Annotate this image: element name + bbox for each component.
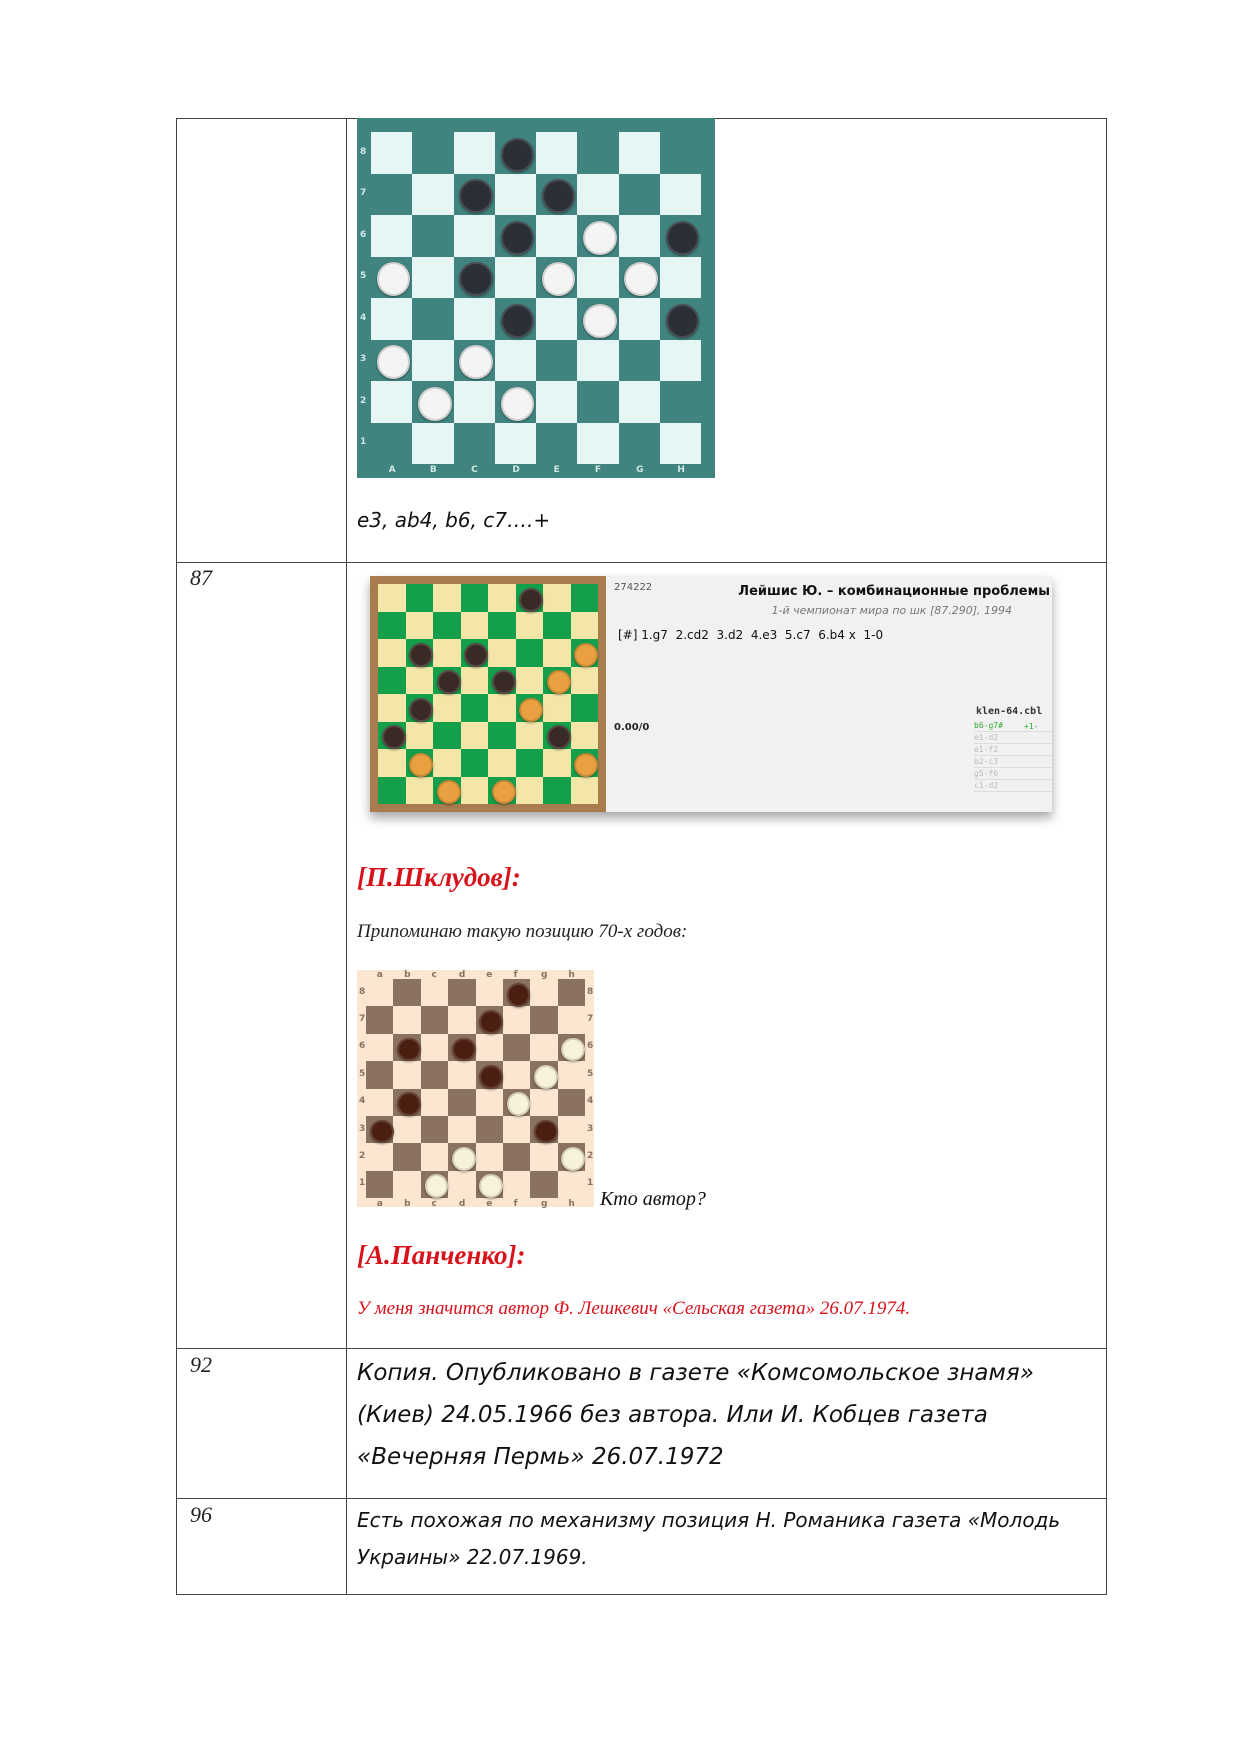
rank-label: 7	[359, 1014, 366, 1025]
board-square	[503, 1034, 530, 1061]
black-checker-piece	[382, 725, 406, 749]
board-square	[454, 132, 495, 174]
board-square	[571, 722, 599, 750]
board-square	[378, 639, 406, 667]
board-square	[660, 340, 701, 382]
problem-moves: [#] 1.g7 2.cd2 3.d2 4.e3 5.c7 6.b4 x 1-0	[618, 628, 884, 642]
black-checker-piece	[534, 1120, 558, 1144]
white-checker-piece	[501, 387, 535, 421]
board-square	[454, 215, 495, 257]
board-square	[488, 722, 516, 750]
text-line: Есть похожая по механизму позиция Н. Романика газета «Молодь	[357, 1508, 1061, 1532]
board-square	[516, 777, 544, 805]
board-square	[503, 1061, 530, 1088]
board-square	[571, 612, 599, 640]
file-label: D	[512, 465, 520, 475]
column-divider	[346, 118, 347, 1595]
row-divider	[176, 1348, 1107, 1349]
board-square	[421, 979, 448, 1006]
rank-label: 4	[359, 1096, 366, 1107]
black-checker-piece	[397, 1092, 421, 1116]
board-square	[412, 174, 453, 216]
board-square	[421, 1061, 448, 1088]
board-square	[488, 694, 516, 722]
board-square	[433, 584, 461, 612]
board-square	[503, 1116, 530, 1143]
board-square	[516, 749, 544, 777]
file-label: b	[404, 970, 411, 980]
file-label: B	[429, 465, 437, 475]
author-name-panchenko: [А.Панченко]:	[357, 1240, 526, 1270]
checkers-board-brown	[357, 970, 594, 1207]
board-square	[619, 381, 660, 423]
board-square	[571, 777, 599, 805]
board-square	[461, 749, 489, 777]
board-square	[393, 1171, 420, 1198]
white-checker-piece	[418, 387, 452, 421]
board-square	[660, 257, 701, 299]
problem-id: 274222	[614, 582, 653, 593]
board-square	[530, 1143, 557, 1170]
board-square	[577, 340, 618, 382]
board-square	[406, 612, 434, 640]
white-checker-piece	[583, 304, 617, 338]
row-divider	[176, 1498, 1107, 1499]
row-96-text	[357, 1502, 1060, 1576]
white-checker-piece	[547, 670, 571, 694]
board-square	[660, 132, 701, 174]
rank-label: 1	[359, 1178, 366, 1189]
board-square	[558, 979, 585, 1006]
board-square	[461, 777, 489, 805]
white-checker-piece	[459, 345, 493, 379]
board-square	[366, 1006, 393, 1033]
board-square	[412, 257, 453, 299]
white-checker-piece	[534, 1065, 558, 1089]
black-checker-piece	[452, 1038, 476, 1062]
table-border-left	[176, 118, 177, 1595]
board-square	[378, 777, 406, 805]
board-square	[530, 1171, 557, 1198]
file-label: h	[568, 970, 575, 980]
white-checker-piece	[583, 221, 617, 255]
board-square	[577, 132, 618, 174]
black-checker-piece	[507, 983, 531, 1007]
text-line: Копия. Опубликовано в газете «Комсомольское знамя»	[357, 1360, 1034, 1386]
file-label: c	[431, 1199, 437, 1209]
board-square	[412, 423, 453, 465]
file-label: a	[376, 1199, 383, 1209]
board-square	[536, 298, 577, 340]
board-square	[488, 584, 516, 612]
board-square	[577, 174, 618, 216]
file-label: G	[636, 465, 644, 475]
evaluation: 0.00/0	[614, 722, 650, 733]
text-line: (Киев) 24.05.1966 без автора. Или И. Кобцев газета	[357, 1402, 988, 1428]
board-square	[530, 1089, 557, 1116]
black-checker-piece	[397, 1038, 421, 1062]
rank-label: 7	[360, 188, 367, 199]
board-square	[461, 667, 489, 695]
board-square	[421, 1143, 448, 1170]
database-move: e1-f2	[974, 744, 1052, 756]
board-square	[378, 667, 406, 695]
board-square	[536, 215, 577, 257]
board-square	[366, 1061, 393, 1088]
file-label: d	[458, 970, 466, 980]
board-square	[448, 1061, 475, 1088]
row-number: 92	[190, 1352, 212, 1377]
board-square	[543, 639, 571, 667]
board-square	[495, 257, 536, 299]
board-square	[543, 584, 571, 612]
board-square	[536, 423, 577, 465]
board-square	[619, 340, 660, 382]
white-checker-piece	[437, 780, 461, 804]
database-column2: +1-	[1024, 722, 1039, 731]
board-square	[371, 174, 412, 216]
row-number: 87	[190, 565, 212, 590]
text-line: Украины» 22.07.1969.	[357, 1545, 588, 1569]
file-label: H	[677, 465, 685, 475]
rank-label: 6	[587, 1041, 594, 1052]
black-checker-piece	[479, 1010, 503, 1034]
rank-label: 3	[587, 1123, 594, 1134]
board-square	[448, 1116, 475, 1143]
database-move: g5-f6	[974, 768, 1052, 780]
board-square	[558, 1116, 585, 1143]
black-checker-piece	[547, 725, 571, 749]
board-square	[433, 612, 461, 640]
board-square	[412, 215, 453, 257]
board-square	[543, 694, 571, 722]
board-square	[476, 1034, 503, 1061]
board-square	[503, 1143, 530, 1170]
file-label: A	[388, 465, 396, 475]
file-label: d	[458, 1199, 466, 1209]
board-square	[619, 215, 660, 257]
board-square	[476, 1089, 503, 1116]
board-square	[454, 298, 495, 340]
board-square	[393, 1143, 420, 1170]
white-checker-piece	[519, 698, 543, 722]
rank-label: 6	[360, 229, 367, 240]
board-square	[543, 749, 571, 777]
white-checker-piece	[574, 643, 598, 667]
board-square	[371, 132, 412, 174]
board-square	[488, 639, 516, 667]
rank-label: 1	[587, 1178, 594, 1189]
problem-subtitle: 1-й чемпионат мира по шк [87.290], 1994	[771, 604, 1012, 617]
board-square	[412, 298, 453, 340]
board-square	[536, 132, 577, 174]
board-square	[503, 1171, 530, 1198]
board-square	[406, 722, 434, 750]
row-92-text	[357, 1352, 1034, 1478]
board-square	[433, 694, 461, 722]
board-square	[366, 979, 393, 1006]
author-name-shkludov: [П.Шклудов]:	[357, 862, 521, 892]
rank-label: 8	[359, 986, 366, 997]
board-square	[516, 722, 544, 750]
board-square	[378, 749, 406, 777]
board-square	[619, 132, 660, 174]
black-checker-piece	[501, 221, 535, 255]
board-square	[530, 1034, 557, 1061]
board-square	[660, 381, 701, 423]
rank-label: 7	[587, 1014, 594, 1025]
board-square	[495, 174, 536, 216]
text-line: «Вечерняя Пермь» 26.07.1972	[357, 1444, 724, 1470]
file-label: E	[553, 465, 560, 475]
row-divider	[176, 562, 1107, 563]
file-label: C	[471, 465, 478, 475]
black-checker-piece	[666, 221, 700, 255]
rank-label: 1	[360, 437, 367, 448]
problem-title: Лейшис Ю. – комбинационные проблемы	[738, 584, 1050, 599]
checkers-board-green	[370, 576, 606, 812]
board-square	[412, 340, 453, 382]
board-square	[495, 423, 536, 465]
board-square	[571, 694, 599, 722]
table-border-bottom	[176, 1594, 1107, 1595]
board-square	[461, 612, 489, 640]
board-square	[495, 340, 536, 382]
question-text: Кто автор?	[600, 1188, 706, 1210]
file-label: g	[540, 1199, 548, 1209]
board-square	[660, 423, 701, 465]
board-square	[433, 639, 461, 667]
white-checker-piece	[624, 262, 658, 296]
board-square	[530, 1006, 557, 1033]
board-square	[448, 979, 475, 1006]
board-square	[448, 1089, 475, 1116]
board-square	[558, 1006, 585, 1033]
black-checker-piece	[459, 262, 493, 296]
rank-label: 3	[359, 1123, 366, 1134]
white-checker-piece	[452, 1147, 476, 1171]
database-moves-list	[974, 720, 1052, 792]
white-checker-piece	[492, 780, 516, 804]
white-checker-piece	[409, 753, 433, 777]
board-square	[371, 298, 412, 340]
board-square	[558, 1171, 585, 1198]
rank-label: 5	[587, 1068, 594, 1079]
board-square	[421, 1034, 448, 1061]
board-square	[536, 381, 577, 423]
board-square	[412, 132, 453, 174]
black-checker-piece	[370, 1120, 394, 1144]
board-square	[577, 423, 618, 465]
board-square	[530, 979, 557, 1006]
board-square	[577, 381, 618, 423]
board-square	[476, 1116, 503, 1143]
board-square	[619, 174, 660, 216]
board-square	[406, 777, 434, 805]
file-label: b	[404, 1199, 411, 1209]
board-square	[366, 1089, 393, 1116]
board-square	[476, 1143, 503, 1170]
file-label: f	[513, 970, 518, 980]
solution-caption: e3, ab4, b6, c7….+	[357, 508, 551, 532]
program-screenshot	[370, 576, 1052, 812]
board-square	[503, 1006, 530, 1033]
board-square	[516, 639, 544, 667]
board-square	[571, 667, 599, 695]
comment-text: Припоминаю такую позицию 70-х годов:	[357, 921, 688, 942]
database-move: c1-d2	[974, 780, 1052, 792]
board-square	[536, 340, 577, 382]
board-square	[378, 584, 406, 612]
board-square	[577, 257, 618, 299]
black-checker-piece	[501, 138, 535, 172]
reply-text: У меня значится автор Ф. Лешкевич «Сельская газета» 26.07.1974.	[357, 1298, 911, 1319]
board-square	[660, 174, 701, 216]
rank-label: 6	[359, 1041, 366, 1052]
checkers-board-teal	[357, 118, 715, 478]
board-square	[393, 979, 420, 1006]
rank-label: 2	[587, 1150, 594, 1161]
board-square	[619, 298, 660, 340]
board-square	[366, 1034, 393, 1061]
black-checker-piece	[479, 1065, 503, 1089]
rank-label: 2	[359, 1150, 366, 1161]
file-label: c	[431, 970, 437, 980]
board-square	[366, 1143, 393, 1170]
board-square	[448, 1006, 475, 1033]
white-checker-piece	[574, 753, 598, 777]
board-square	[476, 979, 503, 1006]
black-checker-piece	[437, 670, 461, 694]
black-checker-piece	[409, 643, 433, 667]
white-checker-piece	[561, 1147, 585, 1171]
file-label: g	[540, 970, 548, 980]
board-square	[406, 584, 434, 612]
board-square	[454, 423, 495, 465]
board-square	[393, 1116, 420, 1143]
row-number: 96	[190, 1502, 212, 1527]
board-square	[461, 584, 489, 612]
board-square	[619, 423, 660, 465]
black-checker-piece	[519, 588, 543, 612]
file-label: h	[568, 1199, 575, 1209]
file-label: e	[486, 970, 493, 980]
board-square	[454, 381, 495, 423]
black-checker-piece	[666, 304, 700, 338]
board-square	[406, 667, 434, 695]
table-border-right	[1106, 118, 1107, 1595]
board-square	[516, 612, 544, 640]
file-label: e	[486, 1199, 493, 1209]
black-checker-piece	[501, 304, 535, 338]
rank-label: 2	[360, 395, 367, 406]
board-square	[461, 694, 489, 722]
board-square	[371, 423, 412, 465]
board-square	[516, 667, 544, 695]
board-square	[378, 694, 406, 722]
board-square	[366, 1171, 393, 1198]
database-name: klen-64.cbl	[976, 706, 1043, 717]
file-label: F	[594, 465, 602, 475]
board-square	[421, 1089, 448, 1116]
board-square	[393, 1061, 420, 1088]
black-checker-piece	[492, 670, 516, 694]
file-label: f	[513, 1199, 518, 1209]
file-label: a	[376, 970, 383, 980]
board-square	[558, 1089, 585, 1116]
board-square	[371, 381, 412, 423]
rank-label: 8	[360, 146, 367, 157]
black-checker-piece	[409, 698, 433, 722]
database-move: b2-c3	[974, 756, 1052, 768]
board-square	[448, 1171, 475, 1198]
board-square	[558, 1061, 585, 1088]
board-square	[433, 722, 461, 750]
rank-label: 4	[587, 1096, 594, 1107]
rank-label: 4	[360, 312, 367, 323]
rank-label: 5	[359, 1068, 366, 1079]
board-square	[543, 612, 571, 640]
board-square	[371, 215, 412, 257]
board-square	[543, 777, 571, 805]
board-square	[421, 1116, 448, 1143]
rank-label: 5	[360, 271, 367, 282]
board-square	[378, 612, 406, 640]
board-square	[571, 584, 599, 612]
rank-label: 3	[360, 354, 367, 365]
database-move: b6-g7#	[974, 720, 1052, 732]
board-square	[488, 749, 516, 777]
black-checker-piece	[459, 179, 493, 213]
board-square	[461, 722, 489, 750]
board-square	[433, 749, 461, 777]
black-checker-piece	[464, 643, 488, 667]
board-square	[421, 1006, 448, 1033]
board-square	[393, 1006, 420, 1033]
database-move: e1-d2	[974, 732, 1052, 744]
rank-label: 8	[587, 986, 594, 997]
board-square	[488, 612, 516, 640]
